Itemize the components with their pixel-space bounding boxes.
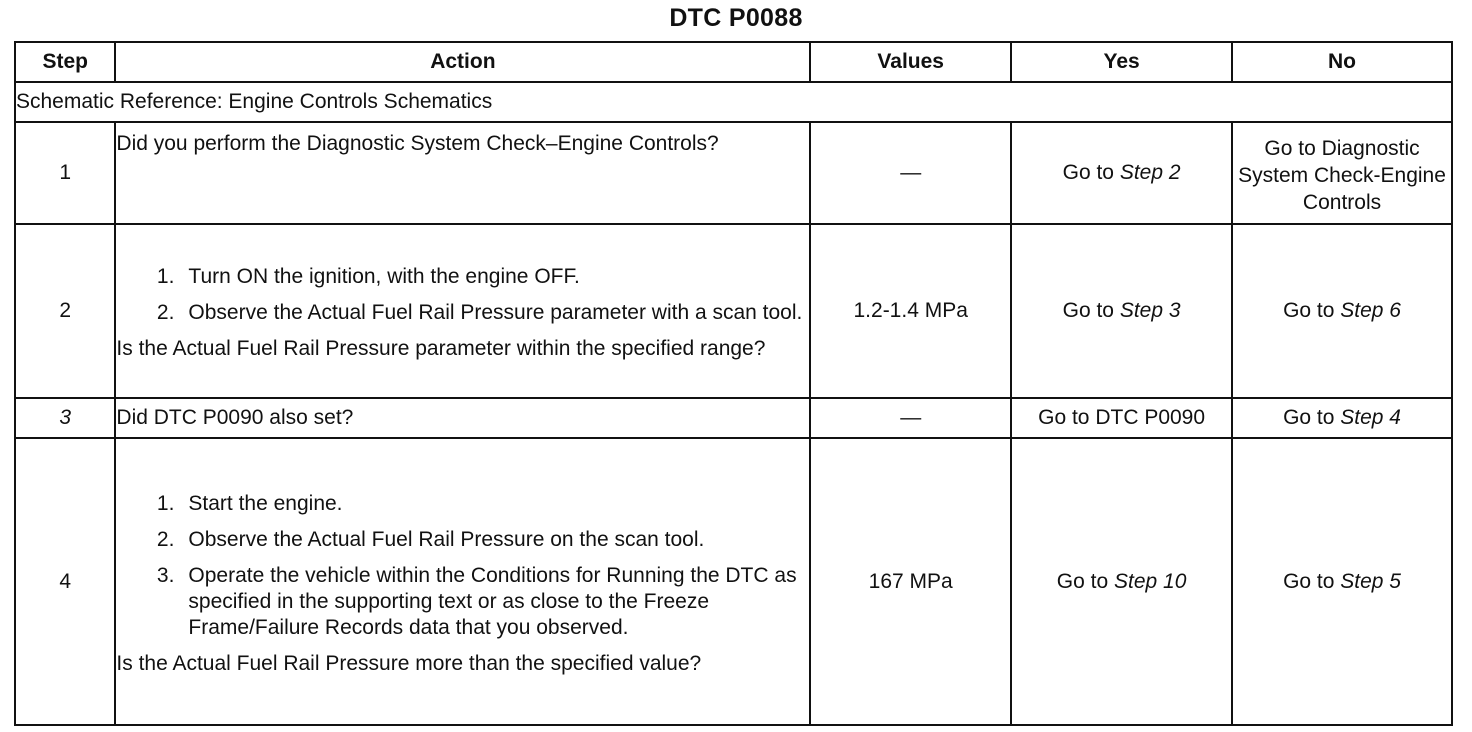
step-number: 1 <box>15 122 115 224</box>
list-item <box>116 264 809 290</box>
no-step-link[interactable]: Step 5 <box>1340 569 1401 593</box>
value-cell: 1.2-1.4 MPa <box>810 224 1011 398</box>
instruction-list <box>116 264 809 326</box>
yes-step-link[interactable]: Step 2 <box>1119 161 1181 184</box>
step-number: 2 <box>15 224 115 398</box>
list-item <box>116 491 809 517</box>
action-cell <box>115 438 810 725</box>
value-cell: — <box>810 398 1011 438</box>
instruction-text: Observe the Actual Fuel Rail Pressure parameter with a scan tool. <box>188 301 803 324</box>
header-step: Step <box>15 42 115 82</box>
no-cell <box>1232 122 1452 224</box>
action-cell <box>115 398 810 438</box>
no-cell <box>1232 224 1452 398</box>
no-prefix: Go to <box>1283 569 1341 593</box>
no-step-link[interactable]: Step 6 <box>1340 299 1401 322</box>
value-cell: 167 MPa <box>810 438 1011 725</box>
question-text: Did DTC P0090 also set? <box>116 406 354 429</box>
header-values: Values <box>810 42 1011 82</box>
question-text: Is the Actual Fuel Rail Pressure parameter within the specified range? <box>116 337 766 360</box>
schematic-row <box>15 82 1452 122</box>
yes-prefix: Go to <box>1062 299 1120 322</box>
question-text: Is the Actual Fuel Rail Pressure more than the specified value? <box>116 651 702 675</box>
list-item <box>116 527 809 553</box>
instruction-number: 3. <box>156 563 175 587</box>
table-row <box>15 398 1452 438</box>
table-row <box>15 224 1452 398</box>
page-title: DTC P0088 <box>669 4 803 32</box>
step-number: 4 <box>15 438 115 725</box>
instruction-text: Turn ON the ignition, with the engine OFF. <box>188 265 580 288</box>
schematic-reference: Schematic Reference: Engine Controls Schematics <box>15 82 1452 122</box>
table-header-row <box>15 42 1452 82</box>
instruction-number: 2. <box>156 527 175 551</box>
yes-cell <box>1011 224 1232 398</box>
yes-prefix: Go to <box>1056 569 1114 593</box>
no-cell <box>1232 398 1452 438</box>
instruction-text: Operate the vehicle within the Conditions for Running the DTC as specified in the supporting text or as close to the Freeze Frame/Failure Records data that you observed. <box>188 563 797 639</box>
list-item <box>116 300 809 326</box>
instruction-number: 2. <box>156 301 175 324</box>
diagnostic-table <box>14 41 1453 726</box>
instruction-text: Observe the Actual Fuel Rail Pressure on the scan tool. <box>188 527 705 551</box>
no-prefix: Go to <box>1283 299 1341 322</box>
no-prefix: Go to <box>1283 406 1341 429</box>
instruction-text: Start the engine. <box>188 491 343 515</box>
yes-link[interactable]: Go to DTC P0090 <box>1038 406 1206 429</box>
table-row <box>15 122 1452 224</box>
yes-step-link[interactable]: Step 3 <box>1119 299 1181 322</box>
instruction-list <box>116 491 809 641</box>
question-text: Did you perform the Diagnostic System Check–Engine Controls? <box>116 132 719 155</box>
action-cell <box>115 224 810 398</box>
step-number: 3 <box>15 398 115 438</box>
table-row <box>15 438 1452 725</box>
value-cell: — <box>810 122 1011 224</box>
action-cell <box>115 122 810 224</box>
yes-prefix: Go to <box>1062 161 1120 184</box>
list-item <box>116 563 809 641</box>
no-step-link[interactable]: Step 4 <box>1340 406 1401 429</box>
yes-cell <box>1011 122 1232 224</box>
no-link[interactable]: Go to Diagnostic System Check-Engine Controls <box>1238 136 1446 214</box>
yes-cell <box>1011 398 1232 438</box>
header-yes: Yes <box>1011 42 1232 82</box>
header-no: No <box>1232 42 1452 82</box>
yes-cell <box>1011 438 1232 725</box>
instruction-number: 1. <box>156 491 175 515</box>
instruction-number: 1. <box>156 265 175 288</box>
no-cell <box>1232 438 1452 725</box>
header-action: Action <box>115 42 810 82</box>
yes-step-link[interactable]: Step 10 <box>1113 569 1187 593</box>
